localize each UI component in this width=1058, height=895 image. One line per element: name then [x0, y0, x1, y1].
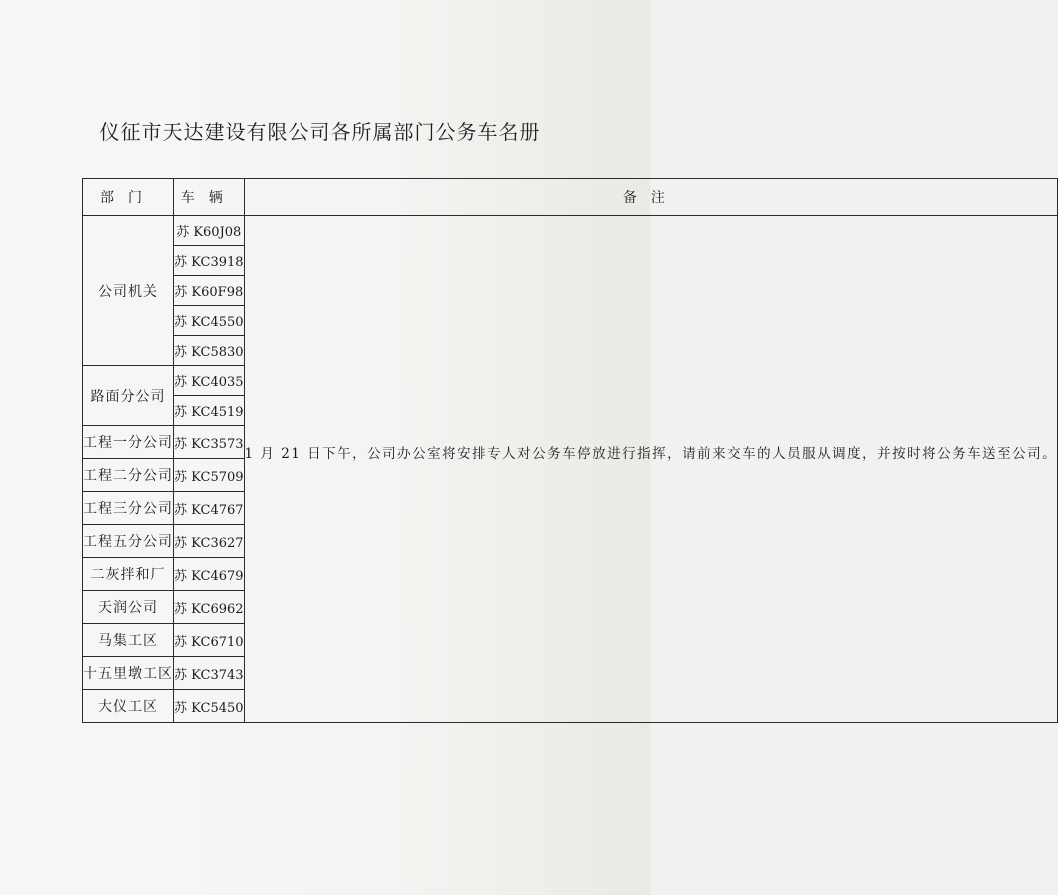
department-cell: 大仪工区: [83, 690, 174, 723]
plate-cell: 苏 KC3627: [174, 525, 245, 558]
plate-cell: 苏 KC3573: [174, 426, 245, 459]
department-cell: 路面分公司: [83, 366, 174, 426]
department-cell: 公司机关: [83, 216, 174, 366]
plate-cell: 苏 KC5709: [174, 459, 245, 492]
plate-cell: 苏 KC6710: [174, 624, 245, 657]
plate-cell: 苏 KC4550: [174, 306, 245, 336]
table-row: [83, 216, 1058, 246]
header-note: 备注: [244, 179, 1058, 216]
department-cell: 工程一分公司: [83, 426, 174, 459]
department-cell: 十五里墩工区: [83, 657, 174, 690]
header-vehicle: 车辆: [174, 179, 245, 216]
plate-cell: 苏 K60F98: [174, 276, 245, 306]
note-cell: [244, 216, 1058, 723]
department-cell: 工程五分公司: [83, 525, 174, 558]
header-department: 部门: [83, 179, 174, 216]
plate-cell: 苏 KC5450: [174, 690, 245, 723]
plate-cell: 苏 KC4519: [174, 396, 245, 426]
plate-cell: 苏 KC4035: [174, 366, 245, 396]
vehicle-roster-table: [82, 178, 1058, 723]
plate-cell: 苏 KC3918: [174, 246, 245, 276]
plate-cell: 苏 KC3743: [174, 657, 245, 690]
department-cell: 工程三分公司: [83, 492, 174, 525]
department-cell: 工程二分公司: [83, 459, 174, 492]
department-cell: 天润公司: [83, 591, 174, 624]
plate-cell: 苏 KC4767: [174, 492, 245, 525]
department-cell: 二灰拌和厂: [83, 558, 174, 591]
plate-cell: 苏 KC5830: [174, 336, 245, 366]
plate-cell: 苏 KC4679: [174, 558, 245, 591]
document-title: 仪征市天达建设有限公司各所属部门公务车名册: [99, 120, 541, 144]
note-text: 1 月 21 日下午，公司办公室将安排专人对公务车停放进行指挥，请前来交车的人员服从调度，并按时将公务车送至公司。: [244, 446, 1058, 462]
plate-cell: 苏 K60J08: [174, 216, 245, 246]
plate-cell: 苏 KC6962: [174, 591, 245, 624]
department-cell: 马集工区: [83, 624, 174, 657]
